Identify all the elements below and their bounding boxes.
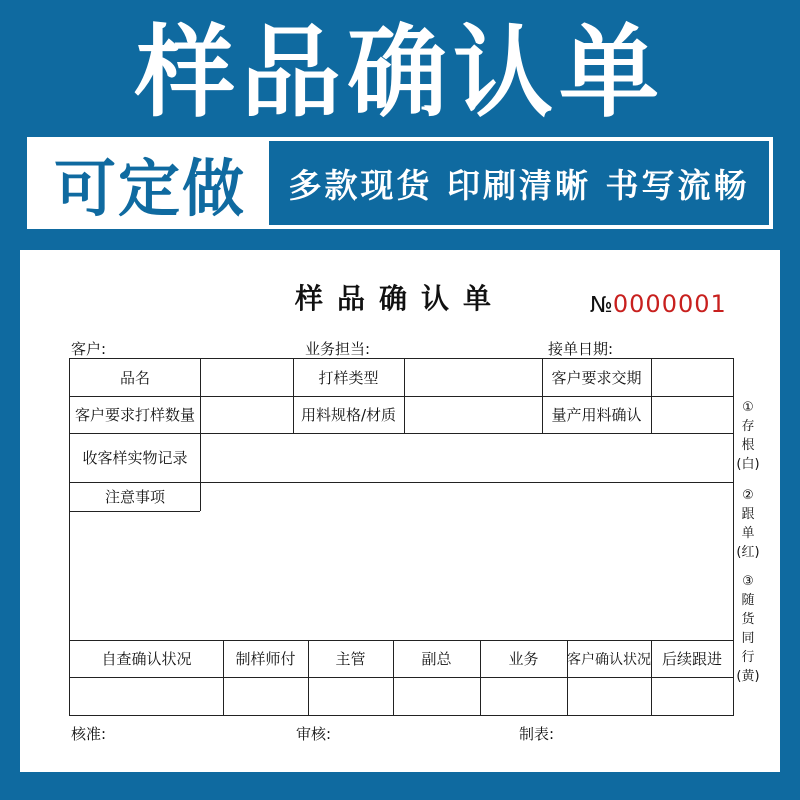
sample-type-label: 打样类型 — [318, 369, 379, 387]
delivery-label: 客户要求交期 — [551, 369, 642, 387]
bottom-header: 后续跟进 — [661, 650, 722, 668]
form-table — [69, 358, 734, 716]
bottom-header: 自查确认状况 — [101, 650, 192, 668]
approve-label: 核准: — [71, 725, 107, 743]
prepared-label: 制表: — [519, 725, 555, 743]
banner-title: 样品确认单 — [135, 14, 665, 131]
received-record-label: 收客样实物记录 — [82, 449, 188, 467]
tag-bar — [27, 137, 773, 229]
form-title: 样品确认单 — [294, 282, 505, 315]
order-date-label: 接单日期: — [548, 340, 614, 358]
sample-qty-label: 客户要求打样数量 — [74, 406, 195, 424]
mass-material-label: 量产用料确认 — [551, 406, 642, 424]
salesperson-label: 业务担当: — [305, 340, 371, 358]
custom-label: 可定做 — [31, 141, 269, 225]
product-name-label: 品名 — [119, 369, 150, 387]
copy-red: ② 跟 单 (红) — [736, 488, 760, 560]
customer-label: 客户: — [71, 340, 107, 358]
serial-digits: 0000001 — [612, 290, 727, 318]
notes-label: 注意事项 — [104, 488, 165, 506]
bottom-header: 制样师付 — [235, 650, 296, 668]
serial-prefix: № — [590, 293, 613, 318]
review-label: 审核: — [296, 725, 332, 743]
bottom-header: 业务 — [508, 650, 539, 668]
material-spec-label: 用料规格/材质 — [300, 406, 397, 424]
form-sheet — [20, 250, 780, 772]
copy-white: ① 存 根 (白) — [736, 400, 760, 472]
slogan: 多款现货 印刷清晰 书写流畅 — [288, 165, 750, 205]
copy-yellow: ③ 随 货 同 行 (黄) — [736, 574, 760, 684]
bottom-header: 主管 — [335, 650, 366, 668]
bottom-header: 副总 — [421, 650, 452, 668]
serial-number — [590, 290, 727, 318]
bottom-header: 客户确认状况 — [567, 651, 651, 668]
